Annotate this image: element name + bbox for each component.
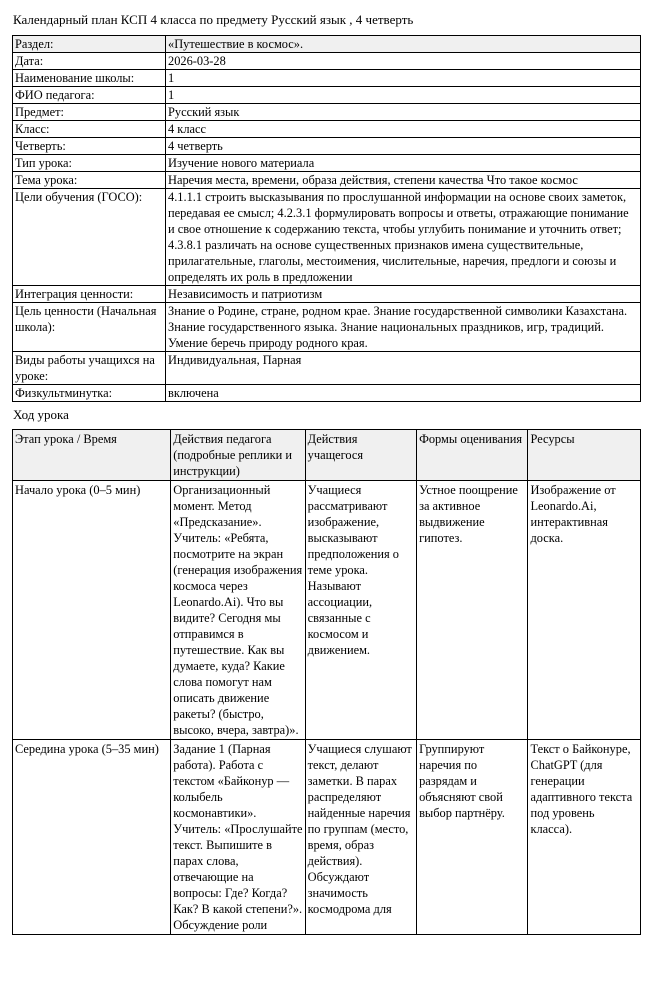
info-row bbox=[13, 352, 641, 385]
lesson-stage-cell: Середина урока (5–35 мин) bbox=[13, 740, 171, 935]
info-row bbox=[13, 286, 641, 303]
lesson-table-header-row bbox=[13, 430, 641, 481]
info-label: Виды работы учащихся на уроке: bbox=[13, 352, 166, 385]
info-row bbox=[13, 104, 641, 121]
info-value: Индивидуальная, Парная bbox=[166, 352, 641, 385]
info-label: Наименование школы: bbox=[13, 70, 166, 87]
info-label: Дата: bbox=[13, 53, 166, 70]
lesson-info-table bbox=[12, 35, 641, 402]
info-row bbox=[13, 189, 641, 286]
info-value: 4.1.1.1 строить высказывания по прослушанной информации на основе своих заметок, передавая ее смысл; 4.2.3.1 формулировать вопросы и ответы, отражающие понимание и свое отношение к содержанию текста, чтобы углубить понимание и уточнить ответ; 4.3.8.1 различать на основе существенных признаков имена существительные, прилагательные, глаголы, местоимения, числительные, наречия, предлоги и союзы и определять их роль в предложении bbox=[166, 189, 641, 286]
info-value: 2026-03-28 bbox=[166, 53, 641, 70]
info-row bbox=[13, 87, 641, 104]
info-label: Цели обучения (ГОСО): bbox=[13, 189, 166, 286]
info-label: Предмет: bbox=[13, 104, 166, 121]
info-value: Независимость и патриотизм bbox=[166, 286, 641, 303]
info-label: Раздел: bbox=[13, 36, 166, 53]
info-value: включена bbox=[166, 385, 641, 402]
teacher-actions-cell: Задание 1 (Парная работа). Работа с текстом «Байконур — колыбель космонавтики». Учитель: «Прослушайте текст. Выпишите в парах слова, отвечающие на вопросы: Где? Когда? Как? В какой степени?». Обсуждение роли bbox=[171, 740, 305, 935]
info-row bbox=[13, 70, 641, 87]
info-label: Тема урока: bbox=[13, 172, 166, 189]
info-value: Изучение нового материала bbox=[166, 155, 641, 172]
info-row bbox=[13, 172, 641, 189]
info-value: 1 bbox=[166, 87, 641, 104]
student-actions-cell: Учащиеся слушают текст, делают заметки. В парах распределяют найденные наречия по группам (место, время, образ действия). Обсуждают значимость космодрома для bbox=[305, 740, 416, 935]
info-label: ФИО педагога: bbox=[13, 87, 166, 104]
lesson-header-cell: Ресурсы bbox=[528, 430, 641, 481]
info-row bbox=[13, 138, 641, 155]
lesson-progress-heading: Ход урока bbox=[13, 407, 69, 422]
page-title: Календарный план КСП 4 класса по предмету Русский язык , 4 четверть bbox=[13, 12, 414, 27]
resources-cell: Изображение от Leonardo.Ai, интерактивная доска. bbox=[528, 481, 641, 740]
info-value: Знание о Родине, стране, родном крае. Знание государственной символики Казахстана. Знание государственного языка. Знание национальных праздников, игр, традиций. Умение беречь природу родного края. bbox=[166, 303, 641, 352]
info-row bbox=[13, 385, 641, 402]
info-label: Тип урока: bbox=[13, 155, 166, 172]
assessment-cell: Группируют наречия по разрядам и объясняют свой выбор партнёру. bbox=[417, 740, 528, 935]
teacher-actions-cell: Организационный момент. Метод «Предсказание». Учитель: «Ребята, посмотрите на экран (генерация изображения космоса через Leonardo.Ai). Что вы видите? Сегодня мы отправимся в путешествие. Как вы думаете, куда? Какие слова помогут нам описать движение ракеты? (быстро, высоко, вчера, завтра)». bbox=[171, 481, 305, 740]
info-row bbox=[13, 36, 641, 53]
lesson-header-cell: Действия педагога (подробные реплики и инструкции) bbox=[171, 430, 305, 481]
info-label: Физкультминутка: bbox=[13, 385, 166, 402]
info-label: Четверть: bbox=[13, 138, 166, 155]
resources-cell: Текст о Байконуре, ChatGPT (для генерации адаптивного текста под уровень класса). bbox=[528, 740, 641, 935]
lesson-stage-cell: Начало урока (0–5 мин) bbox=[13, 481, 171, 740]
student-actions-cell: Учащиеся рассматривают изображение, высказывают предположения о теме урока. Называют ассоциации, связанные с космосом и движением. bbox=[305, 481, 416, 740]
info-row bbox=[13, 155, 641, 172]
lesson-header-cell: Этап урока / Время bbox=[13, 430, 171, 481]
info-value: 4 класс bbox=[166, 121, 641, 138]
lesson-row bbox=[13, 740, 641, 935]
info-value: Наречия места, времени, образа действия, степени качества Что такое космос bbox=[166, 172, 641, 189]
lesson-header-cell: Действия учащегося bbox=[305, 430, 416, 481]
info-value: «Путешествие в космос». bbox=[166, 36, 641, 53]
info-value: 4 четверть bbox=[166, 138, 641, 155]
assessment-cell: Устное поощрение за активное выдвижение гипотез. bbox=[417, 481, 528, 740]
info-row bbox=[13, 53, 641, 70]
lesson-header-cell: Формы оценивания bbox=[417, 430, 528, 481]
info-row bbox=[13, 121, 641, 138]
info-label: Интеграция ценности: bbox=[13, 286, 166, 303]
info-value: 1 bbox=[166, 70, 641, 87]
info-value: Русский язык bbox=[166, 104, 641, 121]
info-label: Класс: bbox=[13, 121, 166, 138]
lesson-row bbox=[13, 481, 641, 740]
lesson-progress-table bbox=[12, 429, 641, 935]
info-label: Цель ценности (Начальная школа): bbox=[13, 303, 166, 352]
info-row bbox=[13, 303, 641, 352]
